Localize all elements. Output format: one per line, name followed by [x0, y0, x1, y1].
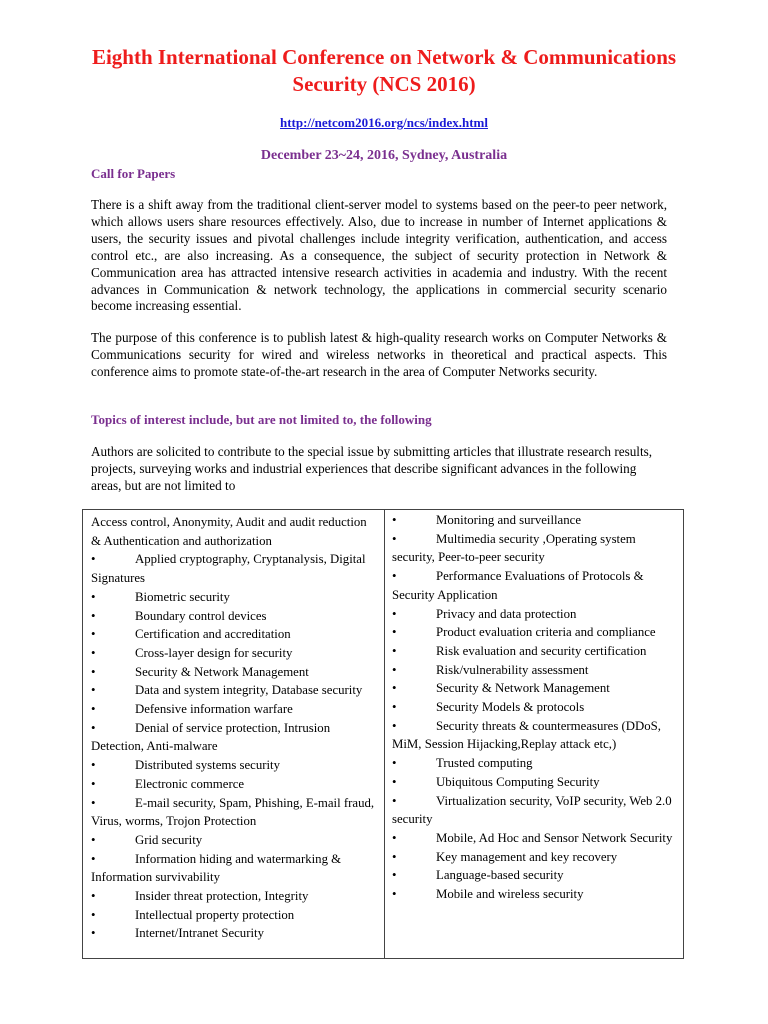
topic-label: Distributed systems security: [135, 758, 281, 773]
bullet-icon: •: [392, 774, 397, 789]
topic-label: Denial of service protection, Intrusion Detection, Anti-malware: [91, 720, 331, 754]
bullet-icon: •: [392, 606, 397, 621]
topic-item: [392, 848, 679, 867]
topic-label: Privacy and data protection: [436, 606, 577, 621]
topic-label: Applied cryptography, Cryptanalysis, Digital Signatures: [91, 552, 366, 586]
bullet-icon: •: [392, 756, 397, 771]
topic-item: [91, 588, 378, 607]
bullet-icon: •: [91, 683, 96, 698]
topic-label: Virtualization security, VoIP security, Web 2.0 security: [392, 793, 672, 827]
topic-label: Monitoring and surveillance: [436, 513, 581, 527]
topics-table: [82, 509, 684, 959]
bullet-icon: •: [91, 589, 96, 604]
topic-item: [392, 511, 679, 530]
bullet-icon: •: [392, 830, 397, 845]
topic-item: [91, 850, 378, 887]
topic-item: [392, 679, 679, 698]
topic-item: [392, 605, 679, 624]
bullet-icon: •: [91, 702, 96, 717]
topic-item: [392, 623, 679, 642]
topics-right-column: [385, 510, 683, 958]
topic-label: Key management and key recovery: [436, 849, 618, 864]
topic-item: [91, 700, 378, 719]
topic-label: Performance Evaluations of Protocols & Security Application: [392, 569, 644, 602]
topic-item: [392, 773, 679, 792]
topic-label: Internet/Intranet Security: [135, 926, 264, 941]
bullet-icon: •: [392, 531, 397, 546]
topic-label: Security & Network Management: [135, 664, 309, 679]
bullet-icon: •: [392, 643, 397, 658]
topic-label: Mobile and wireless security: [436, 887, 584, 902]
purpose-paragraph: The purpose of this conference is to publish latest & high-quality research works on Computer Networks & Communications security for wired and wireless networks in theoretical and practical aspects. This conference aims to promote state-of-the-art research in the area of Computer Networks security.: [91, 330, 667, 379]
authors-paragraph: Authors are solicited to contribute to the special issue by submitting articles that illustrate research results, projects, surveying works and industrial experiences that describe significant advances in the following areas, but are not limited to: [91, 444, 653, 493]
topic-label: Ubiquitous Computing Security: [436, 774, 600, 789]
topic-item: [392, 698, 679, 717]
topic-label: Security & Network Management: [436, 681, 610, 696]
topic-item: [91, 550, 378, 587]
topic-label: Security Models & protocols: [436, 700, 585, 715]
topic-label: Electronic commerce: [135, 776, 245, 791]
topics-left-list: [91, 550, 378, 943]
topic-item: [392, 754, 679, 773]
bullet-icon: •: [91, 776, 96, 791]
topic-label: Mobile, Ad Hoc and Sensor Network Security: [436, 830, 673, 845]
topics-heading: Topics of interest include, but are not limited to, the following: [91, 412, 432, 427]
topic-label: Risk evaluation and security certification: [436, 643, 647, 658]
topic-item: [91, 625, 378, 644]
topic-item: [91, 906, 378, 925]
topic-item: [392, 567, 679, 604]
call-for-papers-heading: Call for Papers: [91, 166, 176, 181]
topic-label: Risk/vulnerability assessment: [436, 662, 589, 677]
bullet-icon: •: [91, 907, 96, 922]
topic-item: [392, 885, 679, 904]
topic-label: Grid security: [135, 832, 203, 847]
bullet-icon: •: [91, 795, 96, 810]
bullet-icon: •: [392, 625, 397, 640]
bullet-icon: •: [91, 926, 96, 941]
bullet-icon: •: [392, 887, 397, 902]
bullet-icon: •: [91, 889, 96, 904]
topic-label: Multimedia security ,Operating system security, Peer-to-peer security: [392, 531, 636, 565]
topic-label: Data and system integrity, Database security: [135, 683, 363, 698]
topic-item: Access control, Anonymity, Audit and audit reduction & Authentication and authorization: [91, 515, 367, 548]
topic-label: Cross-layer design for security: [135, 645, 293, 660]
bullet-icon: •: [392, 849, 397, 864]
topic-label: Trusted computing: [436, 756, 533, 771]
topic-item: [91, 644, 378, 663]
bullet-icon: •: [91, 720, 96, 735]
topic-item: [91, 681, 378, 700]
bullet-icon: •: [91, 664, 96, 679]
topic-label: Insider threat protection, Integrity: [135, 889, 309, 904]
topic-label: Product evaluation criteria and compliance: [436, 625, 656, 640]
topic-label: Certification and accreditation: [135, 627, 291, 642]
topic-item: [91, 924, 378, 943]
bullet-icon: •: [91, 851, 96, 866]
topic-item: [91, 794, 378, 831]
topic-item: [392, 642, 679, 661]
conference-url-link[interactable]: http://netcom2016.org/ncs/index.html: [280, 115, 488, 130]
bullet-icon: •: [392, 569, 397, 584]
topics-left-column: [83, 510, 385, 958]
topic-item: [392, 829, 679, 848]
topic-item: [91, 719, 378, 756]
topic-item: [91, 775, 378, 794]
intro-paragraph: There is a shift away from the traditional client-server model to systems based on the peer-to peer network, which allows users share resources effectively. Also, due to increase in number of Internet applications & users, the security issues and pivotal challenges include integrity verification, authentication, and access control etc., are also increasing. As a consequence, the subject of security protection in Network & Communication area has attracted intensive research activities in academia and industry. With the recent advances in Communication & network technology, the applications in commercial security scenario become increasing essential.: [91, 197, 667, 314]
topic-item: [91, 887, 378, 906]
bullet-icon: •: [91, 627, 96, 642]
topic-item: [392, 717, 679, 754]
conference-dateline: December 23~24, 2016, Sydney, Australia: [260, 148, 508, 163]
bullet-icon: •: [91, 552, 96, 567]
conference-title: Eighth International Conference on Network & Communications Security (NCS 2016): [91, 45, 677, 96]
topic-item: [91, 756, 378, 775]
bullet-icon: •: [392, 681, 397, 696]
topic-label: Defensive information warfare: [135, 702, 293, 717]
bullet-icon: •: [91, 832, 96, 847]
bullet-icon: •: [392, 793, 397, 808]
topic-item: [392, 792, 679, 829]
topic-label: Biometric security: [135, 589, 230, 604]
topic-item: [392, 530, 679, 567]
bullet-icon: •: [91, 645, 96, 660]
bullet-icon: •: [392, 700, 397, 715]
topic-item: [91, 607, 378, 626]
topic-label: Information hiding and watermarking & Information survivability: [91, 851, 342, 885]
topic-label: Boundary control devices: [135, 608, 267, 623]
bullet-icon: •: [392, 513, 397, 527]
topic-item: [392, 661, 679, 680]
topic-label: E-mail security, Spam, Phishing, E-mail fraud, Virus, worms, Trojon Protection: [91, 795, 375, 829]
topics-right-list: [392, 511, 679, 904]
topic-label: Language-based security: [436, 868, 564, 883]
bullet-icon: •: [392, 718, 397, 733]
topic-item: [392, 866, 679, 885]
topic-item: [91, 663, 378, 682]
topic-label: Security threats & countermeasures (DDoS, MiM, Session Hijacking,Replay attack etc,): [392, 718, 661, 752]
topic-item: [91, 831, 378, 850]
bullet-icon: •: [91, 608, 96, 623]
bullet-icon: •: [392, 868, 397, 883]
topic-label: Intellectual property protection: [135, 907, 295, 922]
bullet-icon: •: [392, 662, 397, 677]
bullet-icon: •: [91, 758, 96, 773]
